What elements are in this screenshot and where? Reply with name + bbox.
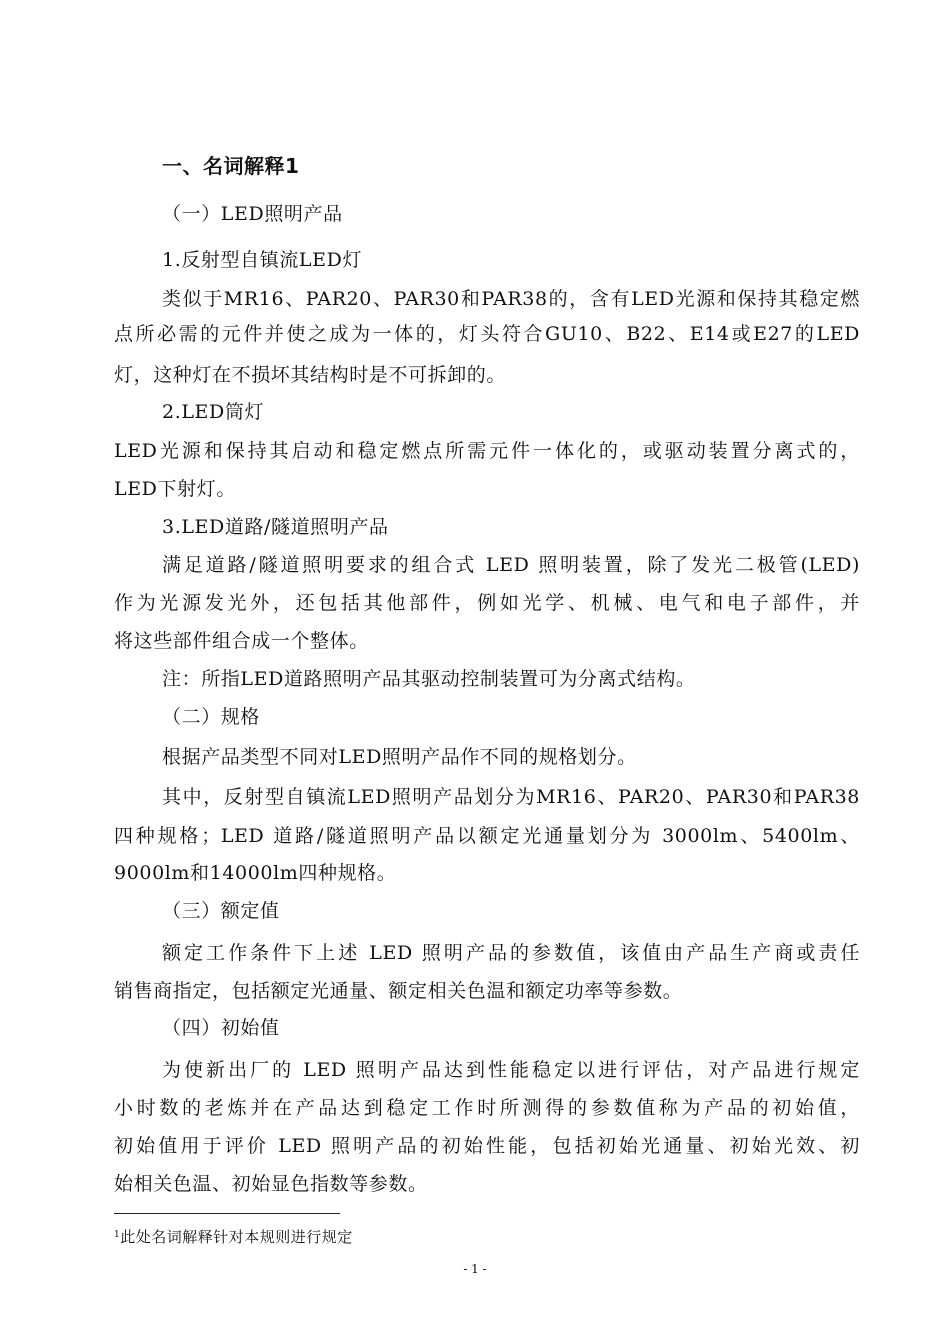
paragraph-line: LED下射灯。 [114, 478, 236, 500]
paragraph-line: LED光源和保持其启动和稳定燃点所需元件一体化的，或驱动装置分离式的， [114, 440, 860, 462]
paragraph-line: 额定工作条件下上述 LED 照明产品的参数值，该值由产品生产商或责任 [162, 942, 860, 964]
paragraph-line: 始相关色温、初始显色指数等参数。 [114, 1173, 428, 1195]
note-line: 注：所指LED道路照明产品其驱动控制装置可为分离式结构。 [162, 668, 696, 690]
page-number: - 1 - [463, 1262, 487, 1276]
subheading-specifications: （二）规格 [162, 706, 261, 728]
footnote-text: 此处名词解释针对本规则进行规定 [120, 1228, 353, 1246]
paragraph-line: 类似于MR16、PAR20、PAR30和PAR38的，含有LED光源和保持其稳定燃 [162, 288, 860, 310]
paragraph-line: 根据产品类型不同对LED照明产品作不同的规格划分。 [162, 746, 637, 768]
paragraph-line: 初始值用于评价 LED 照明产品的初始性能，包括初始光通量、初始光效、初 [114, 1135, 860, 1157]
footnote-divider [114, 1213, 340, 1214]
item-heading-reflector-lamp: 1.反射型自镇流LED灯 [162, 249, 363, 271]
paragraph-line: 作为光源发光外，还包括其他部件，例如光学、机械、电气和电子部件，并 [114, 592, 860, 614]
paragraph-line: 为使新出厂的 LED 照明产品达到性能稳定以进行评估，对产品进行规定 [162, 1059, 860, 1081]
paragraph-line: 灯，这种灯在不损坏其结构时是不可拆卸的。 [114, 364, 507, 386]
paragraph-line: 小时数的老炼并在产品达到稳定工作时所测得的参数值称为产品的初始值， [114, 1097, 860, 1119]
subheading-led-products: （一）LED照明产品 [162, 203, 343, 225]
paragraph-line: 满足道路/隧道照明要求的组合式 LED 照明装置，除了发光二极管(LED) [162, 554, 860, 576]
paragraph-line: 点所必需的元件并使之成为一体的，灯头符合GU10、B22、E14或E27的LED [114, 323, 860, 345]
section-heading: 一、名词解释1 [162, 154, 300, 178]
subheading-initial-value: （四）初始值 [162, 1017, 280, 1039]
item-heading-downlight: 2.LED筒灯 [162, 401, 265, 423]
paragraph-line: 其中，反射型自镇流LED照明产品划分为MR16、PAR20、PAR30和PAR38 [162, 786, 860, 808]
paragraph-line: 销售商指定，包括额定光通量、额定相关色温和额定功率等参数。 [114, 980, 683, 1002]
subheading-rated-value: （三）额定值 [162, 900, 280, 922]
paragraph-line: 将这些部件组合成一个整体。 [114, 630, 369, 652]
footnote-mark: 1 [114, 1230, 121, 1240]
footnote [114, 1227, 353, 1247]
item-heading-road-tunnel: 3.LED道路/隧道照明产品 [162, 516, 389, 538]
paragraph-line: 四种规格；LED 道路/隧道照明产品以额定光通量划分为 3000lm、5400lm、 [114, 825, 860, 847]
paragraph-line: 9000lm和14000lm四种规格。 [114, 862, 397, 884]
